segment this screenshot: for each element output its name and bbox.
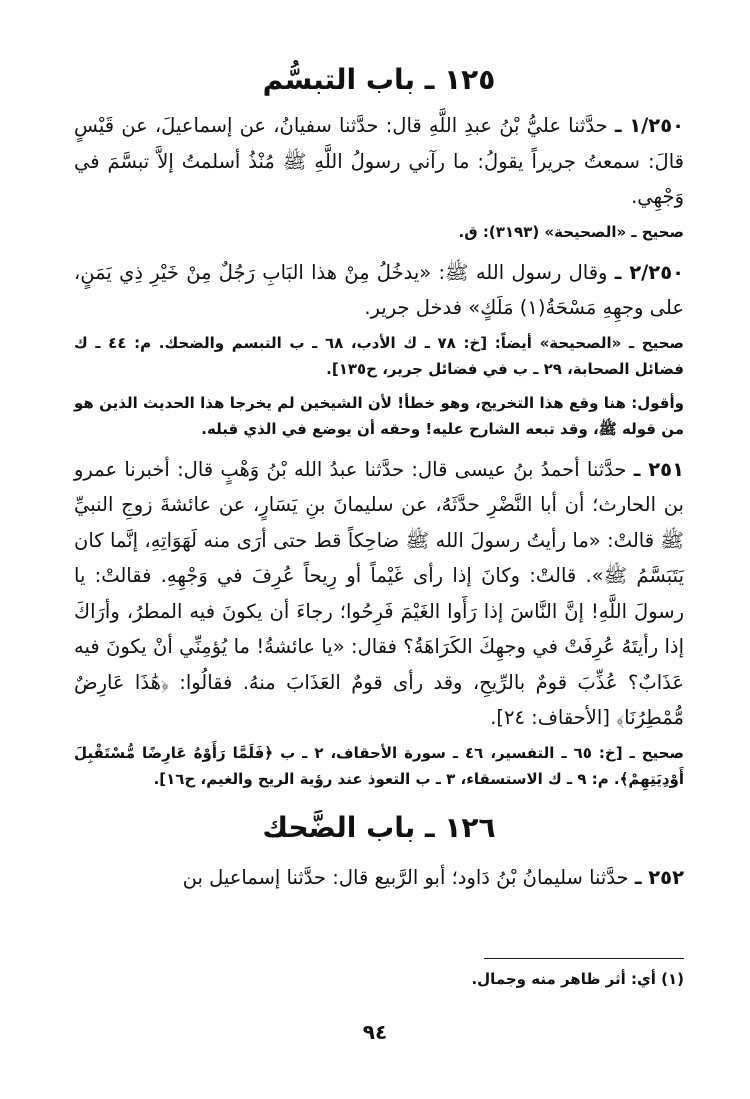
hadith-text: وقال رسول الله ﷺ: «يدخُلُ مِنْ هذا البَابِ رَجُلٌ مِنْ خَيْرِ ذِي يَمَنٍ، على وجهِهِ مَسْحَةُ(١) مَلَكٍ» فدخل جرير. — [74, 260, 684, 319]
hadith-252 — [74, 860, 684, 896]
hadith-250-2 — [74, 255, 684, 326]
hadith-number: ٢٥١ ـ — [633, 457, 684, 481]
hadith-text: حدَّثنا عليُّ بْنُ عبدِ اللَّهِ قال: حدَّثنا سفيانُ، عن إسماعيلَ، عن قَيْسٍ قالَ: سمعتُ جريراً يقولُ: ما رآني رسولُ اللَّهِ ﷺ مُنْذُ أسلمتُ إلاَّ تبسَّمَ في وَجْهِي. — [74, 114, 684, 208]
hadith-250-1 — [74, 108, 684, 215]
chapter-heading-126: ١٢٦ ـ باب الضَّحك — [262, 810, 496, 844]
page-number: ٩٤ — [362, 1020, 388, 1044]
comment-lead: وأقول: — [631, 393, 684, 412]
footnote-marker: (١) — [661, 970, 684, 988]
hadith-number: ٢/٢٥٠ ـ — [614, 260, 684, 284]
footnote-divider — [484, 958, 684, 959]
chapter-heading-125: ١٢٥ ـ باب التبسُّم — [262, 63, 496, 96]
hadith-251 — [74, 452, 684, 736]
hadith-251-grading: صحيح ـ [خ: ٦٥ ـ التفسير، ٤٦ ـ سورة الأحقاف، ٢ ـ ب ﴿فَلَمَّا رَأَوْهُ عَارِضًا مُّسْتَقْبِلَ أَوْدِيَتِهِمْ﴾. م: ٩ ـ ك الاستسقاء، ٣ ـ ب التعوذ عند رؤية الريح والغيم، ح١٦]. — [74, 743, 684, 788]
hadith-number: ٢٥٢ ـ — [634, 865, 684, 889]
hadith-250-2-comment — [74, 390, 684, 442]
comment-text: هنا وقع هذا التخريج، وهو خطأ! لأن الشيخين لم يخرجا هذا الحديث الذين هو من قوله ﷺ، وقد تبعه الشارح عليه! وحقه أن يوضع في الذي قبله. — [74, 393, 684, 438]
hadith-250-2-grading: صحيح ـ «الصحيحة» أيضاً: [خ: ٧٨ ـ ك الأدب، ٦٨ ـ ب التبسم والضحك. م: ٤٤ ـ ك فضائل الصحابة، ٢٩ ـ ب في فضائل جرير، ح١٣٥]. — [74, 333, 684, 378]
footnote — [74, 970, 684, 988]
book-page — [74, 60, 684, 1099]
hadith-number: ١/٢٥٠ ـ — [614, 114, 684, 137]
hadith-250-1-grading: صحيح ـ «الصحيحة» (٣١٩٣): ق. — [458, 222, 684, 241]
hadith-text: حدَّثنا أحمدُ بنُ عيسى قال: حدَّثنا عبدُ الله بْنُ وَهْبٍ قال: أخبرنا عمرو بن الحارث؛ أن أبا النَّضْرِ حدَّثَهُ، عن سليمانَ بنِ يَسَارٍ، عن عائشةَ زوجِ النبيِّ ﷺ قالتْ: «ما رأيتُ رسولَ الله ﷺ ضاحِكاً قط حتى أرَى منه لَهَوَاتِهِ، إنَّما كان يَتَبَسَّمُ ﷺ». قالتْ: وكانَ إذا رأى غَيْماً أو رِيحاً عُرِفَ في وَجْهِهِ. فقالتْ: يا رسولَ اللَّهِ! إنَّ النَّاسَ إذا رَأَوا الغَيْمَ فَرِحُوا؛ رجاءَ أن يكونَ فيه المطرُ، وأرَاكَ إذا رأيتَهُ عُرِفَتْ في وجهِكَ الكَرَاهَةُ؟ فقال: «يا عائشةُ! ما يُؤمِنِّي أنْ يكونَ فيه عَذَابٌ؟ عُذِّبَ قومٌ بالرِّيحِ، وقد رأى قومٌ العَذَابَ منهُ. فقالُوا: ﴿هَٰذَا عَارِضٌ مُّمْطِرُنَا﴾ [الأحقاف: ٢٤]. — [74, 457, 684, 729]
footnote-text: أي: أثر ظاهر منه وجمال. — [471, 970, 656, 988]
hadith-text: حدَّثنا سليمانُ بْنُ دَاود؛ أبو الرَّبيع قال: حدَّثنا إسماعيل بن — [182, 865, 629, 889]
